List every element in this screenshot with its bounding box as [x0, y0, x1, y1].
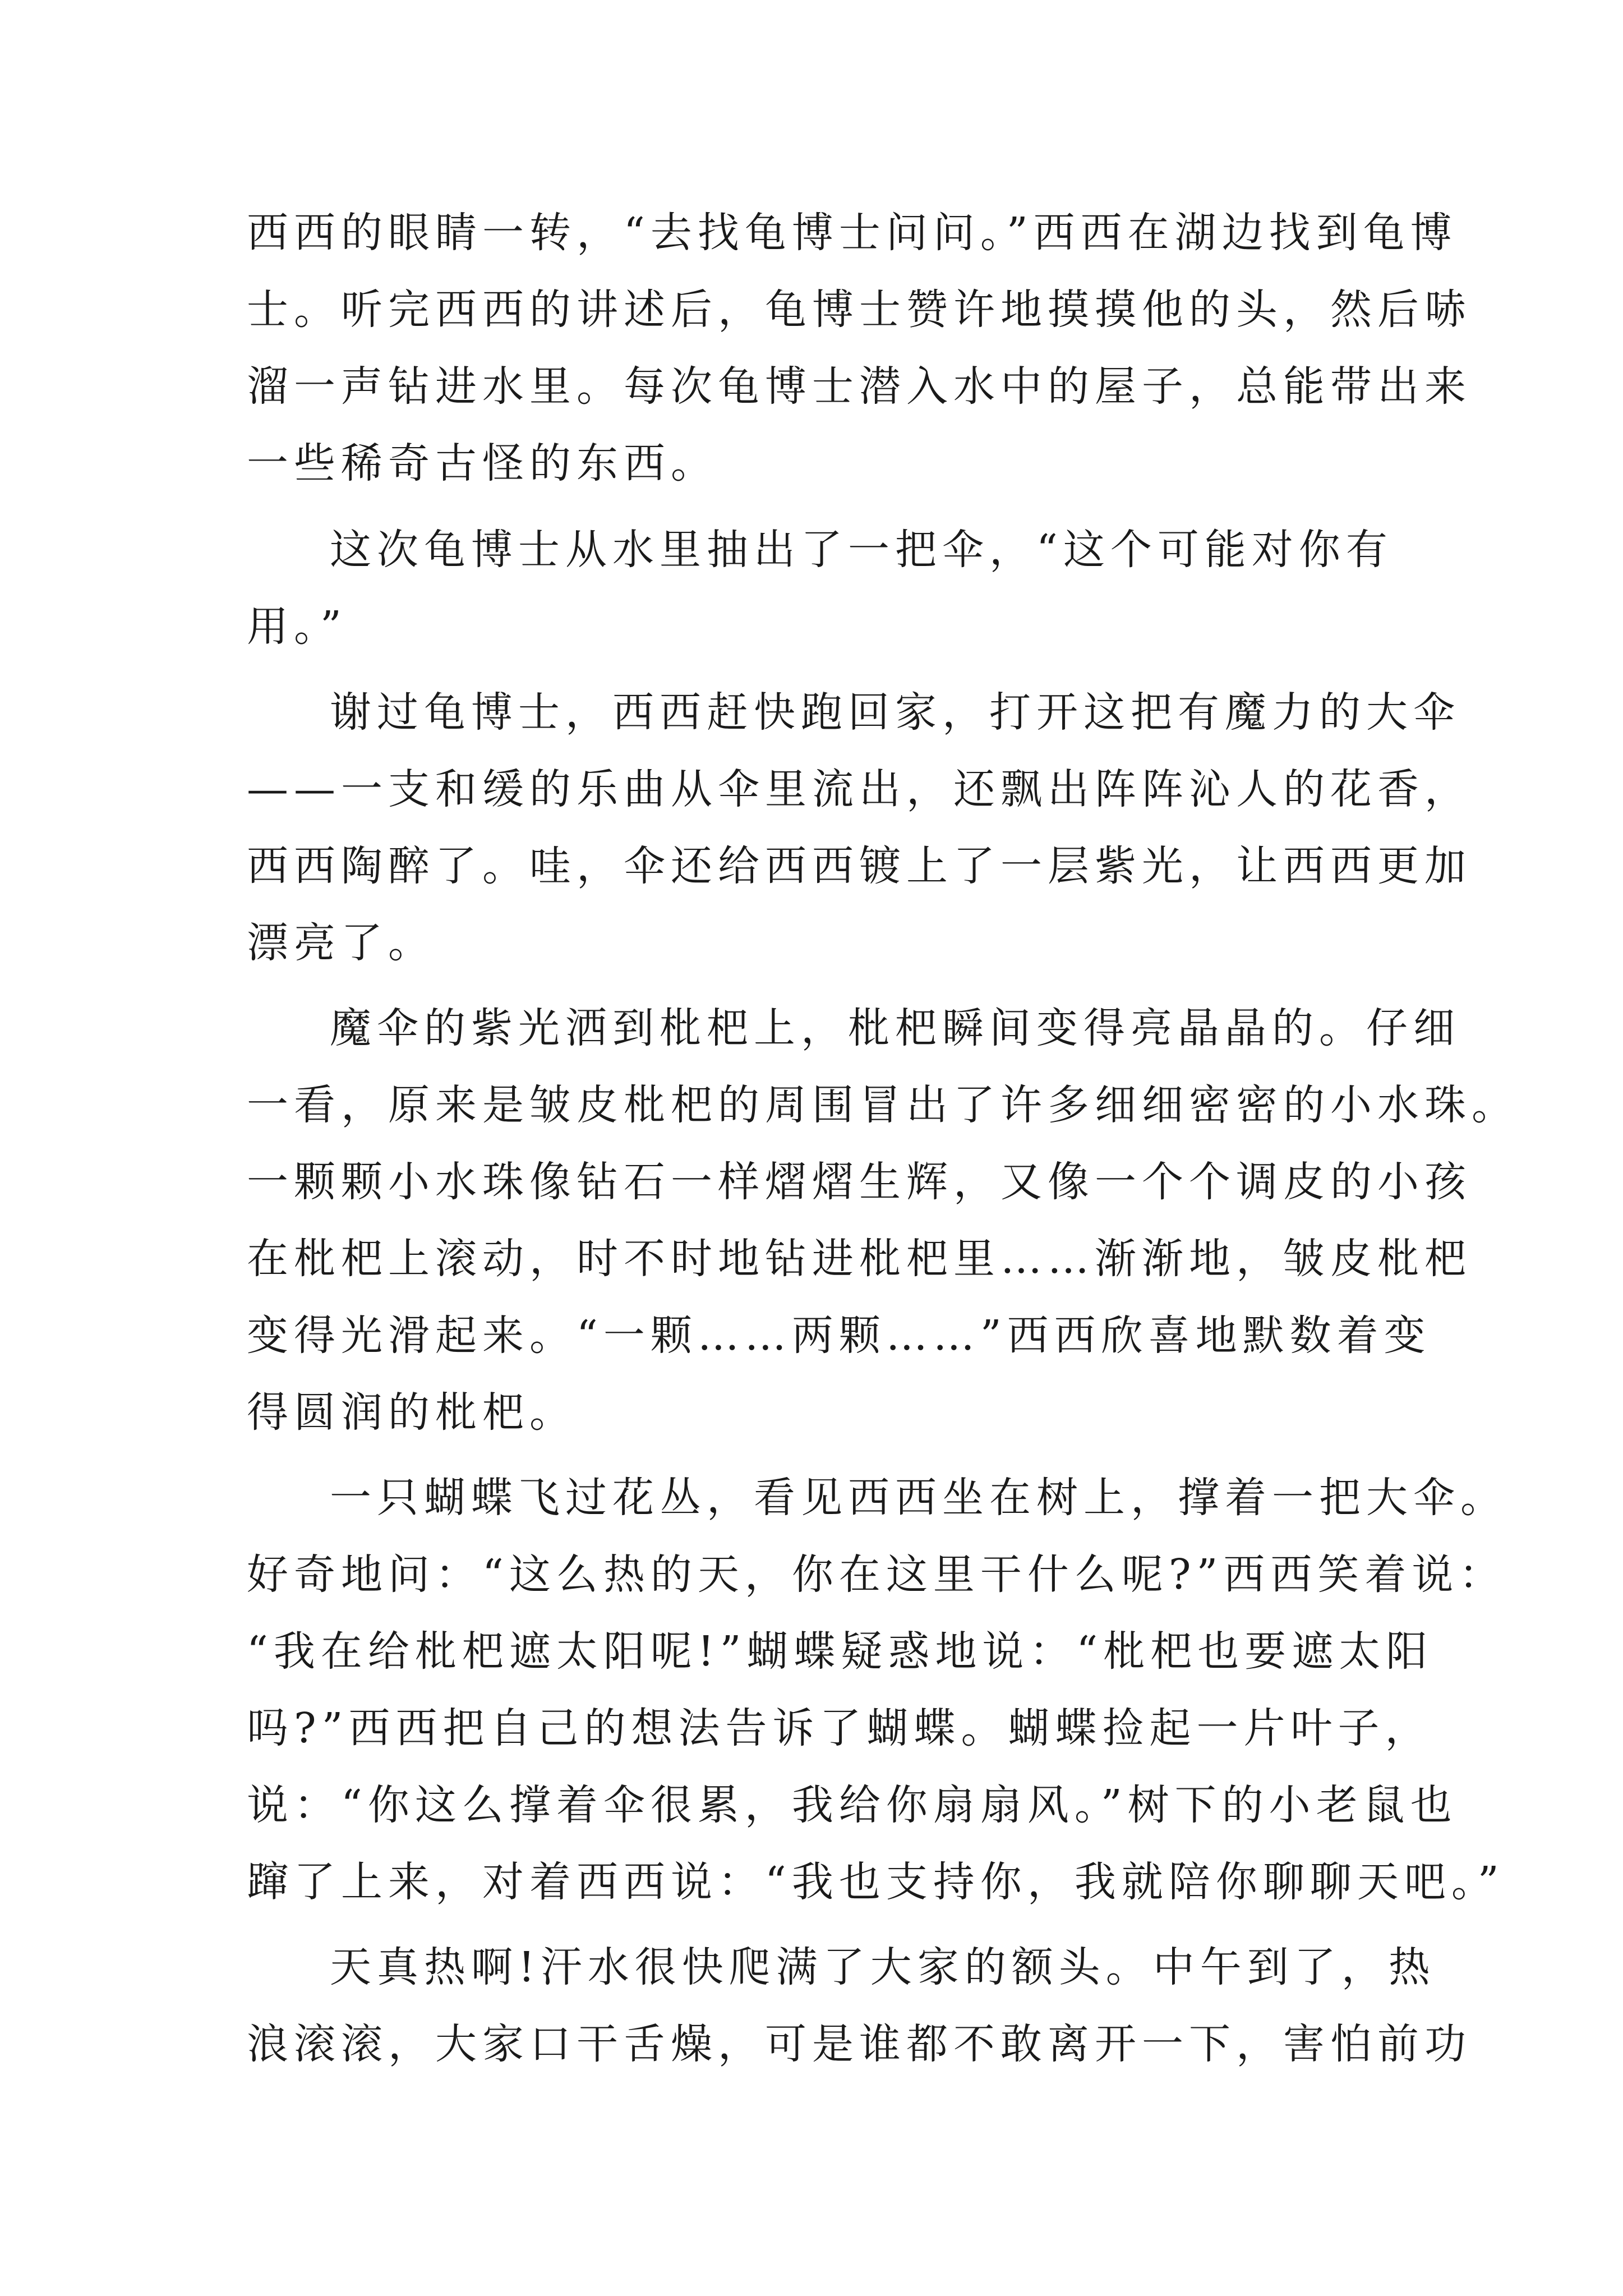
text-line: 蹿了上来，对着西西说：“我也支持你，我就陪你聊聊天吧。” [247, 1858, 1505, 1906]
text-line: ——一支和缓的乐曲从伞里流出，还飘出阵阵沁人的花香， [247, 765, 1472, 813]
text-line: 说：“你这么撑着伞很累，我给你扇扇风。”树下的小老鼠也 [247, 1781, 1458, 1829]
text-line: 溜一声钻进水里。每次龟博士潜入水中的屋子，总能带出来 [247, 362, 1472, 411]
paragraph-first-line: 谢过龟博士，西西赶快跑回家，打开这把有魔力的大伞 [330, 688, 1460, 737]
text-line: 西西陶醉了。哇，伞还给西西镀上了一层紫光，让西西更加 [247, 842, 1472, 890]
text-line: 一颗颗小水珠像钻石一样熠熠生辉，又像一个个调皮的小孩 [247, 1158, 1472, 1206]
text-line: 漂亮了。 [247, 919, 435, 967]
text-line: 一看，原来是皱皮枇杷的周围冒出了许多细细密密的小水珠。 [247, 1081, 1519, 1129]
text-line: 一些稀奇古怪的东西。 [247, 439, 718, 487]
text-line: 用。” [247, 602, 347, 651]
text-line: 吗?”西西把自己的想法告诉了蝴蝶。蝴蝶捡起一片叶子， [247, 1704, 1432, 1752]
paragraph-first-line: 一只蝴蝶飞过花丛，看见西西坐在树上，撑着一把大伞。 [330, 1474, 1507, 1522]
paragraph-first-line: 天真热啊!汗水很快爬满了大家的额头。中午到了，热 [330, 1943, 1436, 1991]
paragraph-first-line: 魔伞的紫光洒到枇杷上，枇杷瞬间变得亮晶晶的。仔细 [330, 1004, 1460, 1052]
text-line: 好奇地问：“这么热的天，你在这里干什么呢?”西西笑着说： [247, 1550, 1506, 1599]
text-line: 变得光滑起来。“一颗……两颗……”西西欣喜地默数着变 [247, 1312, 1431, 1360]
paragraph-first-line: 这次龟博士从水里抽出了一把伞，“这个可能对你有 [330, 526, 1393, 574]
text-line: “我在给枇杷遮太阳呢!”蝴蝶疑惑地说：“枇杷也要遮太阳 [247, 1627, 1433, 1676]
text-line: 浪滚滚，大家口干舌燥，可是谁都不敢离开一下，害怕前功 [247, 2020, 1472, 2068]
text-line: 士。听完西西的讲述后，龟博士赞许地摸摸他的头，然后哧 [247, 286, 1472, 334]
text-line: 得圆润的枇杷。 [247, 1388, 577, 1437]
text-line: 在枇杷上滚动，时不时地钻进枇杷里……渐渐地，皱皮枇杷 [247, 1235, 1472, 1283]
text-line: 西西的眼睛一转，“去找龟博士问问。”西西在湖边找到龟博 [247, 209, 1458, 257]
